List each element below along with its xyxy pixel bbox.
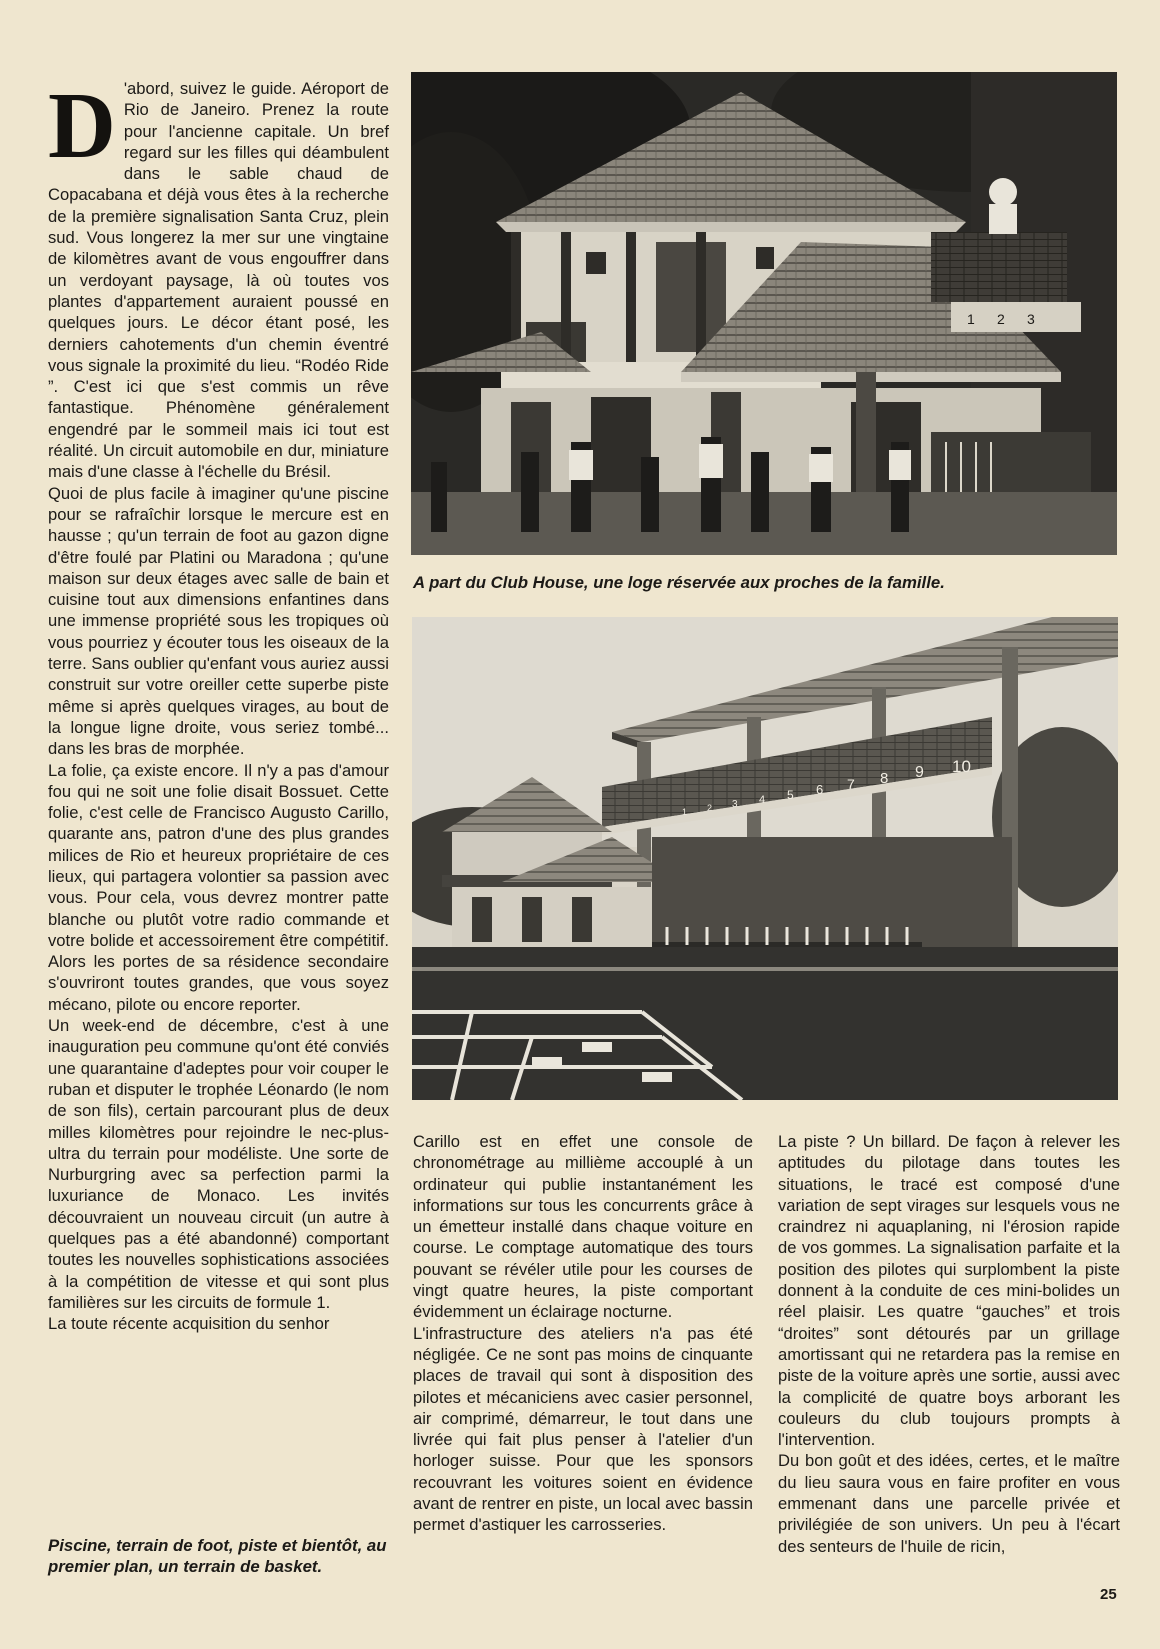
paragraph: Du bon goût et des idées, certes, et le maître du lieu saura vous en faire profiter en vous emmenant dans une parcelle privée et privilégiée de son univers. Un peu à l'écart des senteurs de l'huile de ricin,: [778, 1451, 1120, 1556]
paragraph: La folie, ça existe encore. Il n'y a pas d'amour fou qui ne soit une folie disait Bossuet. Cette folie, c'est celle de Francisco Augusto Carillo, quarante ans, patron d'une des plus grandes milices de Rio et heureux propriétaire de ces lieux, qui partagera volontier sa passion avec vous. Pour cela, vous devrez montrer patte blanche ou plutôt votre radio commande et votre bolide et accessoirement être compétitif. Alors les portes de sa résidence secondaire s'ouvriront toutes grandes, que vous soyez mécano, pilote ou encore reporter.: [48, 760, 389, 1014]
article-column-left: [48, 74, 389, 1335]
pit-number: 7: [847, 776, 855, 792]
paragraph: La toute récente acquisition du senhor: [48, 1314, 330, 1334]
pit-number: 2: [707, 803, 713, 813]
paragraph: Un week-end de décembre, c'est à une inauguration peu commune qu'ont été conviés une quarantaine d'adeptes pour voir couper le ruban et disputer le trophée Léonardo (le nom de son fils), certain parcourant plus de deux milles kilomètres pour rejoindre le nec-plus-ultra du terrain pour modéliste. Une sorte de Nurburgring avec sa perfection parmi la luxuriance de Monaco. Les invités découvraient un nouveau circuit (un autre à quelques pas a été abandonné) comportant toutes les nouvelles sophistications associées à la compétition de vitesse et qui sont plus familières sur les circuits de formule 1.: [48, 1016, 389, 1312]
pit-number: 10: [952, 757, 971, 776]
photo-caption: A part du Club House, une loge réservée aux proches de la famille.: [413, 573, 945, 592]
pit-number: 3: [1027, 311, 1035, 327]
paragraph: L'infrastructure des ateliers n'a pas été négligée. Ce ne sont pas moins de cinquante places de travail qui sont à disposition des pilotes et mécaniciens avec casier personnel, air comprimé, démarreur, le tout dans une livrée qui fait plus penser à l'atelier d'un horloger suisse. Pour que les sponsors recouvrant les voitures soient en évidence avant de rentrer en piste, un local avec bassin permet d'astiquer les carrosseries.: [413, 1323, 753, 1535]
paragraph: Quoi de plus facile à imaginer qu'une piscine pour se rafraîchir lorsque le mercure est en hausse ; qu'un terrain de foot au gazon digne d'être foulé par Platini ou Maradona ; qu'une maison sur deux étages avec salle de bain et cuisine tout aux dimensions enfantines dans une immense propriété sous les tropiques où vous pourriez y écouter tous les oiseaux de la terre. Sans oublier qu'enfant vous auriez aussi construit sur votre oreiller cette superbe piste même si après quelques virages, au bout de la longue ligne droite, vous seriez tombé... dans les bras de morphée.: [48, 483, 389, 759]
pit-number: 6: [816, 782, 824, 797]
photo-pit-building: [412, 617, 1118, 1100]
drop-cap: D: [48, 74, 116, 178]
page-number: 25: [1100, 1586, 1117, 1603]
paragraph: 'abord, suivez le guide. Aéroport de Rio de Janeiro. Prenez la route pour l'ancienne capitale. Un bref regard sur les filles qui déambulent dans le sable chaud de Copacabana et déjà vous êtes à la recherche de la première signalisation Santa Cruz, plein sud. Vous longerez la mer sur une vingtaine de kilomètres avant de vous engouffrer dans un verdoyant paysage, là où toutes vos plantes d'appartement auraient poussé en quelques jours. Le décor étant posé, les derniers cahotements d'un chemin éventré vous signale la proximité du lieu. “Rodéo Ride ”. C'est ici que s'est commis un rêve fantastique. Phénomène généralement engendré par le sommeil mais ici tout est réalité. Un circuit automobile en dur, miniature mais d'une classe à l'échelle du Brésil.: [48, 79, 389, 482]
paragraph: La piste ? Un billard. De façon à relever les aptitudes du pilotage dans toutes les situations, le tracé est composé d'une variation de sept virages sur lesquels vous ne craindrez ni aquaplaning, ni l'érosion rapide de vos gommes. La signalisation parfaite et la position des pilotes qui surplombent la piste donnent à la conduite de ces mini-bolides un réel plaisir. Les quatre “gauches” et trois “droites” sont détourés par un grillage amortissant qui ne retardera pas la remise en piste de la voiture après une sortie, aussi avec la complicité de quatre boys arborant les couleurs du club toujours prompts à l'intervention.: [778, 1132, 1120, 1450]
pit-number: 4: [759, 794, 766, 806]
pit-number: 8: [880, 770, 889, 787]
article-column-middle: [413, 1131, 753, 1536]
pit-number: 3: [732, 799, 738, 810]
pit-number: 1: [682, 807, 688, 817]
photo-club-house: [411, 72, 1117, 555]
article-column-right: [778, 1131, 1120, 1557]
pit-number: 9: [915, 764, 924, 781]
photo-caption: Piscine, terrain de foot, piste et bientôt, au premier plan, un terrain de basket.: [48, 1536, 387, 1576]
pit-number: 5: [787, 788, 794, 802]
pit-number: 1: [967, 311, 975, 327]
paragraph: Carillo est en effet une console de chronométrage au millième accouplé à un ordinateur qui publie instantanément les informations sur tous les concurrents grâce à un émetteur installé dans chaque voiture en course. Le comptage automatique des tours pouvant se révéler utile pour les courses de vingt quatre heures, la piste comportant évidemment un éclairage nocturne.: [413, 1132, 753, 1322]
pit-number: 2: [997, 311, 1005, 327]
